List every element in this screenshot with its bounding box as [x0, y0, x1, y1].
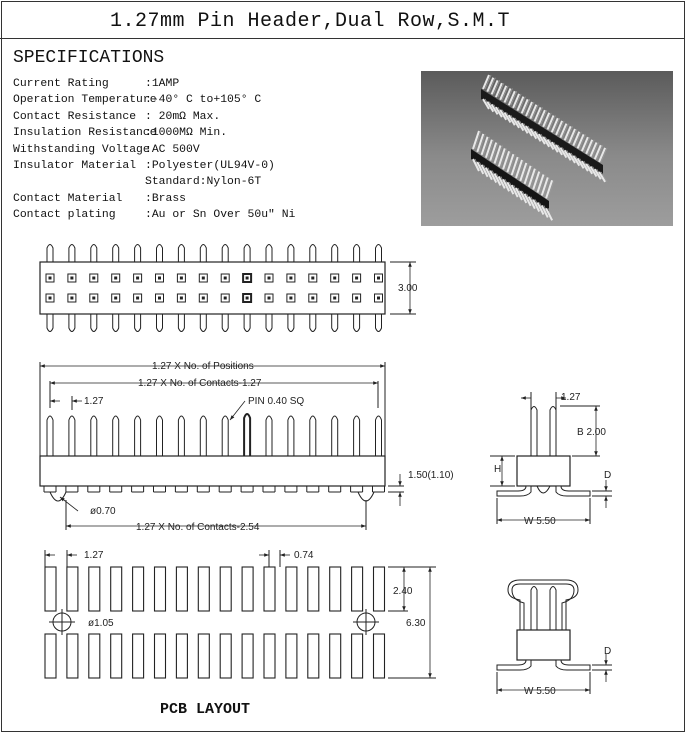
bottom-pin — [135, 314, 141, 332]
dim-pin: PIN 0.40 SQ — [248, 396, 305, 407]
pin-square-center — [246, 297, 249, 300]
pad-top — [374, 567, 385, 611]
post-right — [358, 492, 374, 501]
pad-top — [198, 567, 209, 611]
top-pin — [178, 245, 184, 263]
pcb-layout-label: PCB LAYOUT — [160, 701, 251, 718]
side-view-alt — [497, 580, 612, 694]
dim-w: W 5.50 — [524, 516, 556, 527]
bottom-pin — [113, 314, 119, 332]
top-pin — [376, 245, 382, 263]
pin-square-center — [333, 277, 336, 280]
dim-w2: W 5.50 — [524, 686, 556, 697]
spec-label: Contact Resistance — [13, 110, 137, 123]
dim-pad-len: 2.40 — [393, 586, 413, 597]
pin-square-center — [377, 277, 380, 280]
front-pin — [376, 416, 382, 456]
pad-top — [308, 567, 319, 611]
pad-bottom — [286, 634, 297, 678]
front-pin — [200, 416, 206, 456]
pad-bottom — [176, 634, 187, 678]
pad-bottom — [89, 634, 100, 678]
pad-bottom — [264, 634, 275, 678]
pad-bottom — [330, 634, 341, 678]
side-lead-left — [497, 486, 531, 496]
pin-square-center — [311, 297, 314, 300]
bottom-pin — [222, 314, 228, 332]
bottom-pin — [376, 314, 382, 332]
side-post — [537, 486, 550, 493]
pad-bottom — [308, 634, 319, 678]
pin-square-center — [136, 277, 139, 280]
top-pin — [69, 245, 75, 263]
pad-bottom — [111, 634, 122, 678]
spec-label: Contact plating — [13, 209, 116, 222]
pcb-layout — [45, 550, 436, 678]
pin-square-center — [289, 277, 292, 280]
dim-b: B 2.00 — [577, 427, 606, 438]
dim-side-pitch: 1.27 — [561, 392, 581, 403]
front-pin — [332, 416, 338, 456]
front-pin — [135, 416, 141, 456]
top-view — [40, 245, 416, 332]
pin-square-center — [246, 277, 249, 280]
front-pin — [310, 416, 316, 456]
pin-square-center — [92, 297, 95, 300]
top-pin — [157, 245, 163, 263]
top-pin — [47, 245, 53, 263]
bottom-pin — [91, 314, 97, 332]
page-title: 1.27mm Pin Header,Dual Row,S.M.T — [109, 10, 511, 33]
pad-bottom — [374, 634, 385, 678]
dim-contacts-minus: 1.27 X No. of Contacts-1.27 — [138, 378, 262, 389]
pin-square-center — [355, 277, 358, 280]
pin-square-center — [49, 277, 52, 280]
pin-square-center — [180, 277, 183, 280]
spec-value: Standard:Nylon-6T — [145, 176, 262, 189]
housing-front — [40, 456, 385, 486]
top-pin — [135, 245, 141, 263]
dim-positions: 1.27 X No. of Positions — [152, 361, 254, 372]
pin-square-center — [224, 297, 227, 300]
bottom-pin — [354, 314, 360, 332]
dim-hole: ø0.70 — [90, 506, 116, 517]
dim-side-height: 1.50(1.10) — [408, 470, 454, 481]
pin-square-center — [70, 277, 73, 280]
dim-h: H — [494, 464, 502, 475]
pin-square-center — [268, 277, 271, 280]
bottom-pin — [288, 314, 294, 332]
pin-square-center — [268, 297, 271, 300]
spec-value: :-40° C to+105° C — [145, 94, 262, 107]
side-pin — [531, 407, 537, 457]
front-pin — [69, 416, 75, 456]
bottom-pin — [200, 314, 206, 332]
spec-label: Current Rating — [13, 78, 109, 90]
spec-value: :Au or Sn Over 50u" Ni — [145, 209, 296, 222]
pad-top — [89, 567, 100, 611]
front-pin — [113, 416, 119, 456]
spec-value: :Polyester(UL94V-0) — [145, 160, 275, 173]
dim-pcb-pitch: 1.27 — [84, 550, 104, 561]
pin-square-center — [136, 297, 139, 300]
pin-square-center — [289, 297, 292, 300]
pad-bottom — [352, 634, 363, 678]
alt-lead-right — [556, 660, 590, 670]
top-pin — [91, 245, 97, 263]
bottom-pin — [332, 314, 338, 332]
alt-pin — [531, 587, 537, 631]
pin-square-center — [355, 297, 358, 300]
dim-top-height: 3.00 — [398, 283, 418, 294]
pin-square-center — [202, 277, 205, 280]
spec-label: Withstanding Voltage — [13, 143, 150, 156]
bottom-pin — [47, 314, 53, 332]
front-pin — [244, 414, 250, 456]
pad-top — [330, 567, 341, 611]
dim-pcb-height: 6.30 — [406, 618, 426, 629]
dim-contacts-bottom: 1.27 X No. of Contacts-2.54 — [136, 522, 260, 533]
pad-bottom — [242, 634, 253, 678]
dim-d2: D — [604, 646, 612, 657]
pin-square-center — [333, 297, 336, 300]
front-pin — [288, 416, 294, 456]
side-lead-right — [556, 486, 590, 496]
dim-pad-width: 0.74 — [294, 550, 314, 561]
side-housing — [517, 456, 570, 486]
hole-leader — [60, 497, 78, 511]
dim-pitch: 1.27 — [84, 396, 104, 407]
front-pin — [91, 416, 97, 456]
front-pin — [222, 416, 228, 456]
top-pin — [222, 245, 228, 263]
pin-square-center — [224, 277, 227, 280]
spec-value: :AC 500V — [145, 143, 200, 156]
spec-value: :Brass — [145, 192, 187, 205]
top-pin — [310, 245, 316, 263]
pin-square-center — [158, 297, 161, 300]
alt-housing — [517, 630, 570, 660]
dim-d: D — [604, 470, 612, 481]
pad-top — [352, 567, 363, 611]
pin-square-center — [70, 297, 73, 300]
bottom-pin — [178, 314, 184, 332]
pad-bottom — [198, 634, 209, 678]
pin-square-center — [158, 277, 161, 280]
alt-pin — [550, 587, 556, 631]
top-pin — [288, 245, 294, 263]
pad-top — [111, 567, 122, 611]
spec-value: :1000MΩ Min. — [145, 127, 228, 140]
pad-top — [176, 567, 187, 611]
top-pin — [266, 245, 272, 263]
pad-top — [242, 567, 253, 611]
dim-pcb-hole: ø1.05 — [88, 618, 114, 629]
pad-bottom — [220, 634, 231, 678]
pin-square-center — [180, 297, 183, 300]
spec-label: Insulator Material — [13, 160, 137, 173]
side-pin — [550, 407, 556, 457]
front-pin — [157, 416, 163, 456]
front-pin — [266, 416, 272, 456]
pin-square-center — [202, 297, 205, 300]
pad-top — [220, 567, 231, 611]
pin-square-center — [114, 277, 117, 280]
top-pin — [113, 245, 119, 263]
pin-square-center — [49, 297, 52, 300]
pad-top — [155, 567, 166, 611]
housing-top — [40, 262, 385, 314]
spec-value: :1AMP — [145, 78, 180, 90]
bottom-pin — [244, 314, 250, 332]
clip-inner — [512, 584, 574, 630]
pin-square-center — [377, 297, 380, 300]
front-pin — [178, 416, 184, 456]
pin-leader — [230, 401, 245, 420]
pad-bottom — [67, 634, 78, 678]
front-pin — [354, 416, 360, 456]
pad-bottom — [45, 634, 56, 678]
pad-top — [133, 567, 144, 611]
top-pin — [354, 245, 360, 263]
spec-label: Operation Temperature — [13, 94, 157, 107]
top-pin — [200, 245, 206, 263]
top-pin — [244, 245, 250, 263]
pin-square-center — [114, 297, 117, 300]
bottom-pin — [69, 314, 75, 332]
bottom-pin — [310, 314, 316, 332]
spec-label: Insulation Resistance — [13, 127, 157, 140]
top-pin — [332, 245, 338, 263]
pad-bottom — [133, 634, 144, 678]
alt-lead-left — [497, 660, 531, 670]
spec-label: Contact Material — [13, 192, 123, 205]
front-pin — [47, 416, 53, 456]
pad-bottom — [155, 634, 166, 678]
pin-square-center — [92, 277, 95, 280]
spec-value: : 20mΩ Max. — [145, 110, 221, 123]
pad-top — [264, 567, 275, 611]
pad-top — [67, 567, 78, 611]
side-view — [490, 392, 612, 524]
bottom-pin — [157, 314, 163, 332]
bottom-pin — [266, 314, 272, 332]
clip-outline — [508, 580, 578, 630]
pin-square-center — [311, 277, 314, 280]
specifications-heading: SPECIFICATIONS — [13, 48, 165, 68]
pad-top — [45, 567, 56, 611]
pad-top — [286, 567, 297, 611]
